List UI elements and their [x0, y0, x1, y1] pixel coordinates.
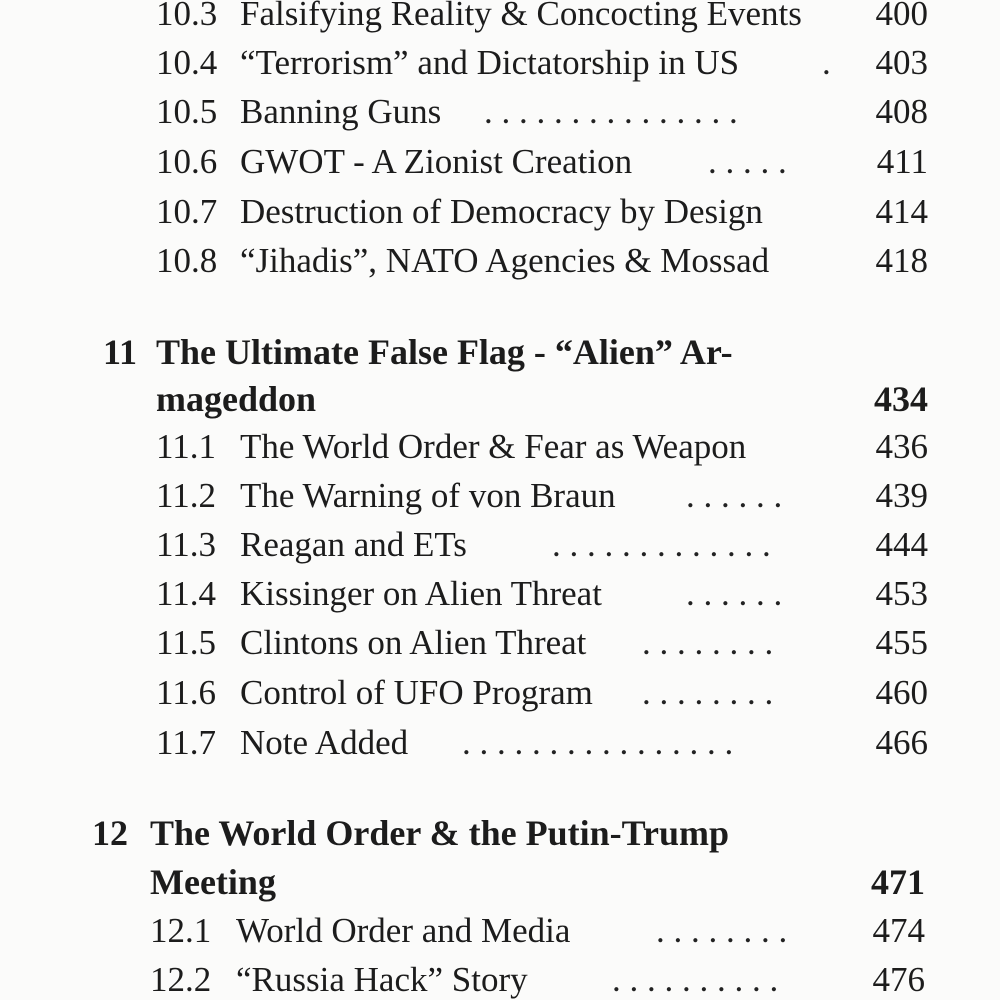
section-title: Banning Guns — [240, 92, 442, 131]
toc-entry-10-8[interactable] — [0, 236, 1000, 286]
section-number: 10.7 — [156, 192, 218, 231]
section-number: 11.1 — [156, 427, 216, 466]
page-number: 403 — [875, 43, 928, 82]
dot-leader: . . . . . . . . — [642, 623, 774, 662]
chapter-title: The Ultimate False Flag - “Alien” Ar- — [156, 332, 733, 372]
dot-leader: . . . . . . . . . . . . . . . — [484, 92, 738, 131]
page-number: 408 — [875, 92, 928, 131]
toc-entry-10-5[interactable] — [0, 87, 1000, 137]
toc-entry-12-1[interactable] — [0, 906, 1000, 956]
section-title: The Warning of von Braun — [240, 476, 616, 515]
section-title: “Russia Hack” Story — [236, 960, 528, 999]
page-number: 466 — [875, 723, 928, 762]
chapter-title-continued: Meeting — [150, 862, 276, 902]
page-number: 453 — [875, 574, 928, 613]
chapter-number: 12 — [92, 813, 128, 853]
section-title: Note Added — [240, 723, 409, 762]
section-title: “Terrorism” and Dictatorship in US — [240, 43, 740, 82]
section-number: 11.5 — [156, 623, 216, 662]
page-number: 476 — [872, 960, 925, 999]
section-title: The World Order & Fear as Weapon — [240, 427, 747, 466]
section-title: Falsifying Reality & Concocting Events — [240, 0, 802, 33]
toc-chapter-11-line2[interactable] — [0, 374, 1000, 424]
toc-entry-10-3[interactable] — [0, 0, 1000, 39]
toc-entry-11-6[interactable] — [0, 668, 1000, 718]
page-number: 411 — [876, 142, 928, 181]
section-title: GWOT - A Zionist Creation — [240, 142, 633, 181]
page-number: 400 — [875, 0, 928, 33]
page-number: 460 — [875, 673, 928, 712]
chapter-title: The World Order & the Putin-Trump — [150, 813, 730, 853]
toc-entry-10-6[interactable] — [0, 137, 1000, 187]
section-title: Reagan and ETs — [240, 525, 467, 564]
chapter-title-continued: mageddon — [156, 379, 317, 419]
toc-entry-10-7[interactable] — [0, 187, 1000, 237]
section-number: 10.8 — [156, 241, 218, 280]
dot-leader: . . . . . . — [686, 476, 783, 515]
section-number: 11.4 — [156, 574, 216, 613]
section-title: Destruction of Democracy by Design — [240, 192, 763, 231]
section-number: 11.3 — [156, 525, 216, 564]
page-number: 439 — [875, 476, 928, 515]
page-number: 474 — [872, 911, 925, 950]
dot-leader: . . . . . . . . . . . . . — [552, 525, 771, 564]
section-number: 11.2 — [156, 476, 216, 515]
toc-entry-11-3[interactable] — [0, 520, 1000, 570]
section-number: 10.4 — [156, 43, 218, 82]
chapter-number: 11 — [103, 332, 138, 372]
dot-leader: . . . . . . . . . . — [612, 960, 779, 999]
section-title: Control of UFO Program — [240, 673, 593, 712]
chapter-page-number: 471 — [871, 862, 925, 902]
dot-leader: . — [822, 43, 831, 82]
page-number: 414 — [875, 192, 928, 231]
page-number: 444 — [875, 525, 928, 564]
section-title: Clintons on Alien Threat — [240, 623, 587, 662]
dot-leader: . . . . . — [708, 142, 787, 181]
section-number: 12.1 — [150, 911, 212, 950]
toc-entry-12-2[interactable] — [0, 955, 1000, 1000]
chapter-page-number: 434 — [874, 379, 928, 419]
toc-entry-11-1[interactable] — [0, 422, 1000, 472]
page-number: 436 — [875, 427, 928, 466]
toc-chapter-12-line1[interactable] — [0, 808, 1000, 858]
section-title: World Order and Media — [236, 911, 571, 950]
toc-chapter-12-line2[interactable] — [0, 857, 1000, 907]
page-number: 418 — [875, 241, 928, 280]
toc-entry-10-4[interactable] — [0, 38, 1000, 88]
section-number: 11.6 — [156, 673, 216, 712]
toc-entry-11-4[interactable] — [0, 569, 1000, 619]
toc-chapter-11-line1[interactable] — [0, 327, 1000, 377]
section-number: 10.6 — [156, 142, 218, 181]
section-number: 10.3 — [156, 0, 218, 33]
section-title: Kissinger on Alien Threat — [240, 574, 602, 613]
toc-entry-11-7[interactable] — [0, 718, 1000, 768]
page-number: 455 — [875, 623, 928, 662]
dot-leader: . . . . . . . . — [642, 673, 774, 712]
section-title: “Jihadis”, NATO Agencies & Mossad — [240, 241, 770, 280]
dot-leader: . . . . . . . . . . . . . . . . — [462, 723, 734, 762]
toc-entry-11-2[interactable] — [0, 471, 1000, 521]
dot-leader: . . . . . . — [686, 574, 783, 613]
toc-entry-11-5[interactable] — [0, 618, 1000, 668]
section-number: 10.5 — [156, 92, 218, 131]
section-number: 12.2 — [150, 960, 212, 999]
section-number: 11.7 — [156, 723, 216, 762]
dot-leader: . . . . . . . . — [656, 911, 788, 950]
